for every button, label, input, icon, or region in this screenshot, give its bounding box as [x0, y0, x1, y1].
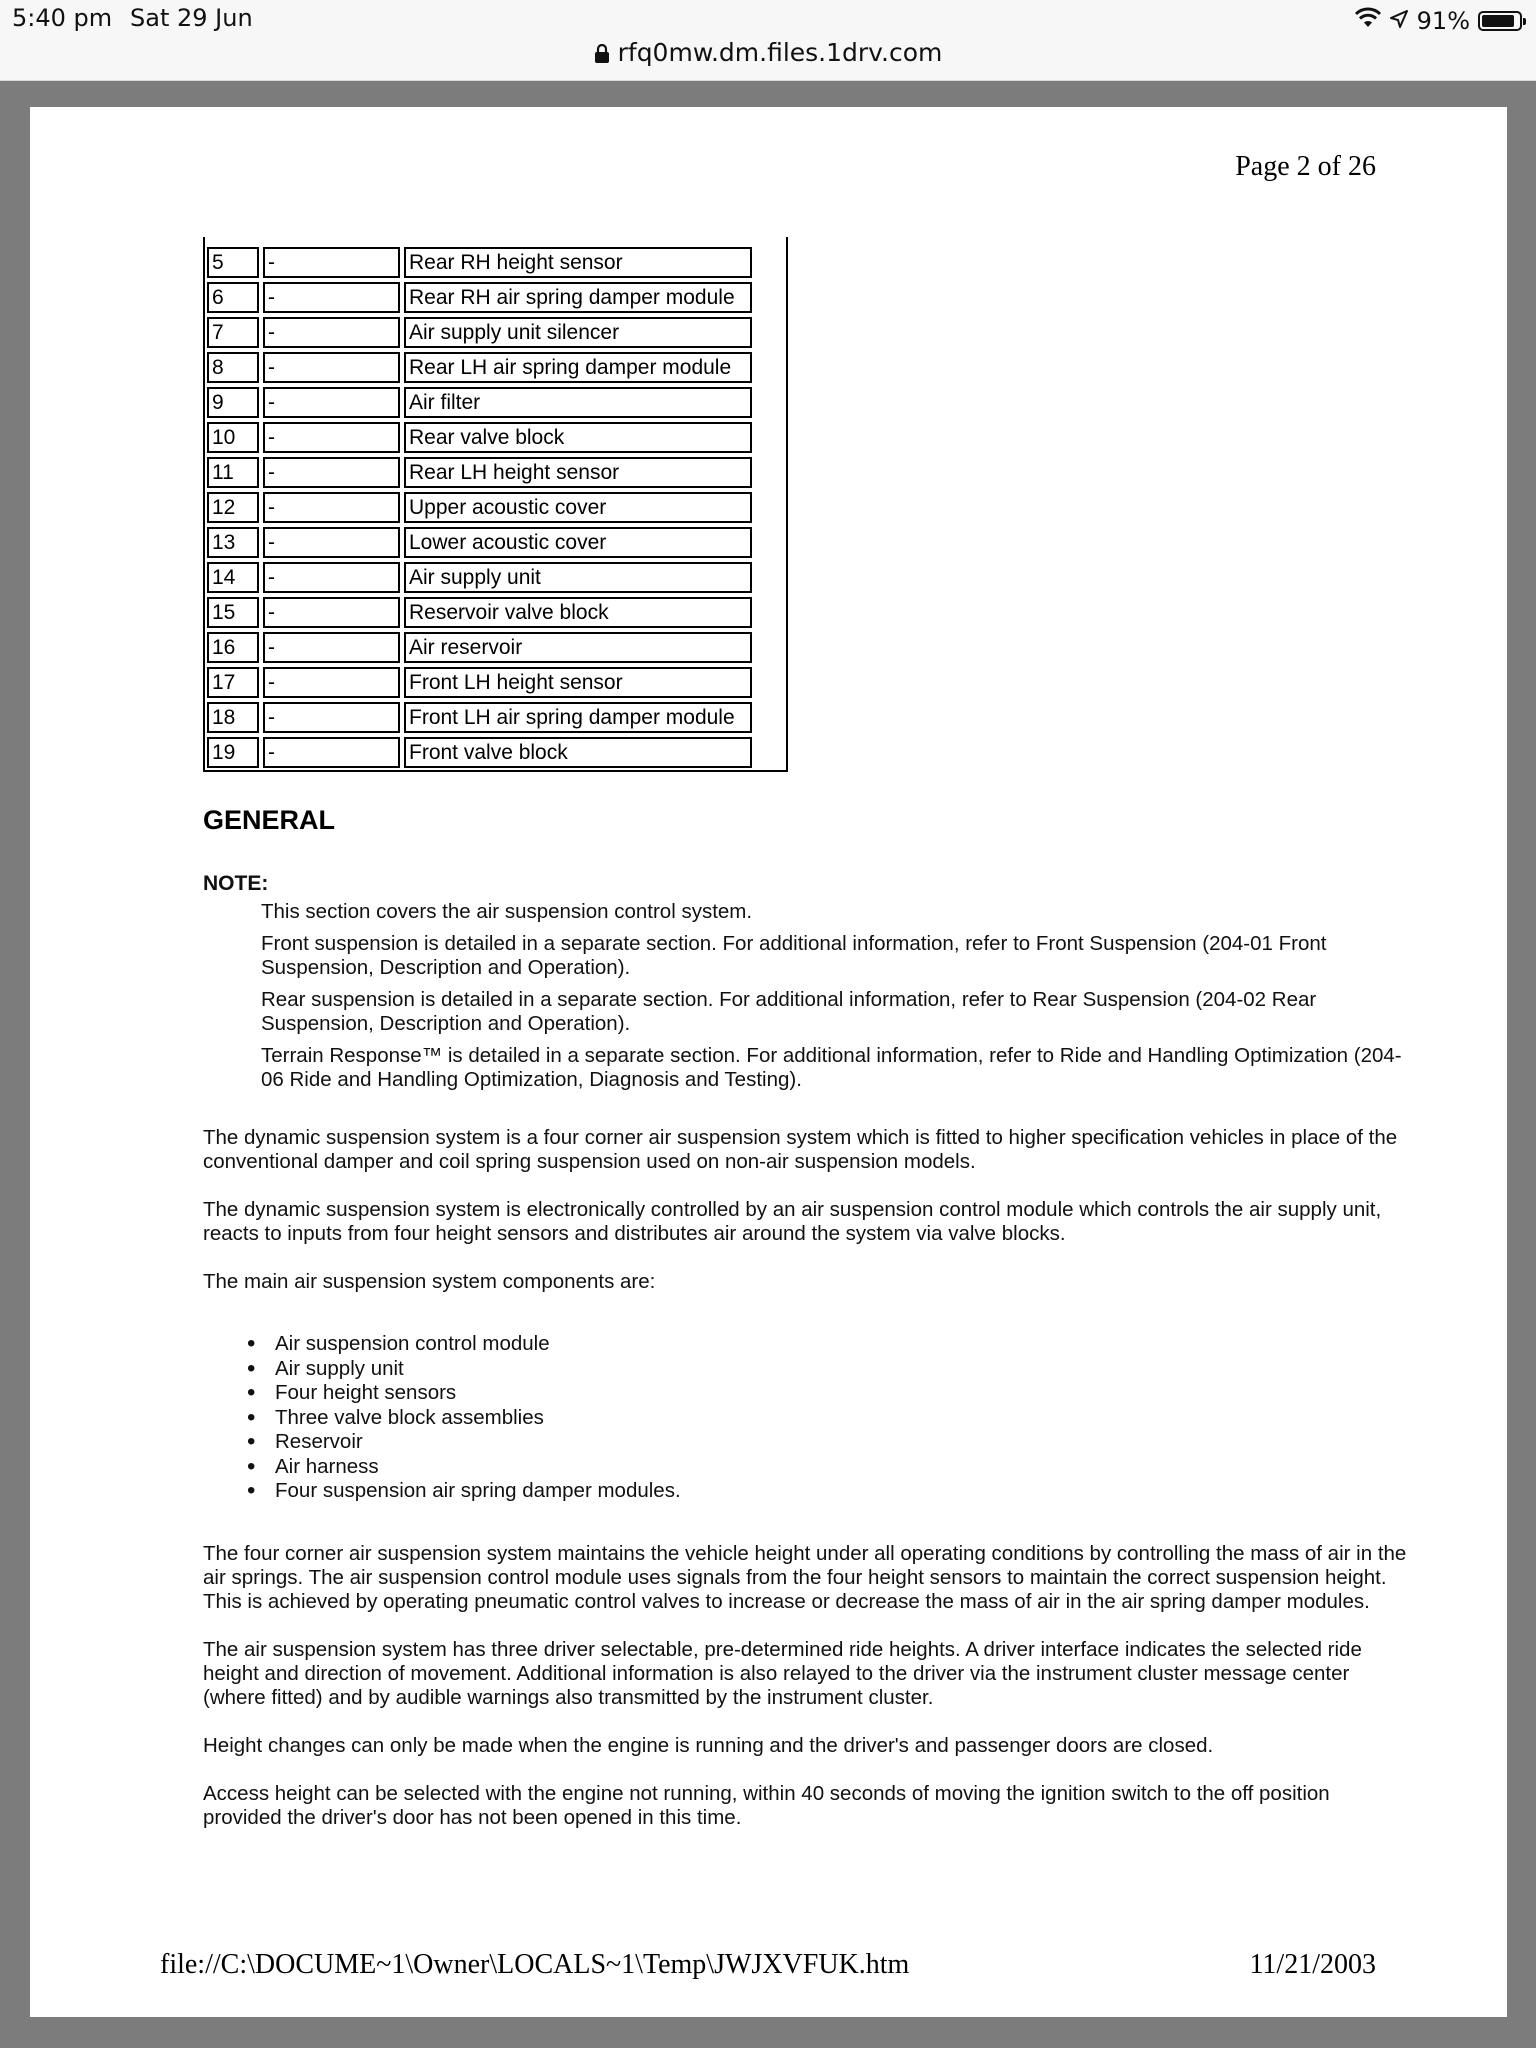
paragraph: The dynamic suspension system is a four corner air suspension system which is fitted to higher specification vehicles in place of the conventional damper and coil spring suspension used on non-air suspension models. [203, 1126, 1398, 1173]
list-item: • Air suspension control module [275, 1332, 1413, 1357]
list-item: • Three valve block assemblies [275, 1406, 1413, 1431]
part-description-cell: Rear valve block [404, 422, 752, 453]
part-description-cell: Air filter [404, 387, 752, 418]
section-heading: GENERAL [203, 805, 336, 835]
table-row [207, 317, 784, 348]
part-description-cell: Rear RH height sensor [404, 247, 752, 278]
status-indicators [1355, 4, 1522, 38]
table-row [207, 247, 784, 278]
part-description-cell: Air reservoir [404, 632, 752, 663]
part-number-cell: 8 [207, 352, 259, 383]
address-bar[interactable] [0, 38, 1536, 67]
part-dash-cell: - [263, 492, 400, 523]
part-number-cell: 10 [207, 422, 259, 453]
table-row [207, 492, 784, 523]
part-dash-cell: - [263, 527, 400, 558]
part-dash-cell: - [263, 702, 400, 733]
list-item: • Reservoir [275, 1430, 1413, 1455]
part-number-cell: 12 [207, 492, 259, 523]
url-text: rfq0mw.dm.files.1drv.com [617, 38, 943, 67]
components-list [203, 1332, 1413, 1504]
battery-percent: 91% [1416, 7, 1470, 35]
note-lines [261, 900, 1413, 1092]
location-arrow-icon [1389, 7, 1409, 35]
paragraph: Access height can be selected with the engine not running, within 40 seconds of moving the ignition switch to the off position provided the driver's door has not been opened in this time. [203, 1781, 1330, 1829]
table-row [207, 457, 784, 488]
document-page [30, 107, 1507, 2017]
part-description-cell: Air supply unit [404, 562, 752, 593]
part-number-cell: 14 [207, 562, 259, 593]
table-row [207, 632, 784, 663]
part-dash-cell: - [263, 737, 400, 768]
parts-table [203, 237, 788, 772]
table-row [207, 422, 784, 453]
paragraph: Height changes can only be made when the engine is running and the driver's and passenger doors are closed. [203, 1733, 1214, 1757]
status-date: Sat 29 Jun [130, 4, 253, 32]
table-row [207, 737, 784, 768]
lock-icon [594, 44, 610, 64]
part-dash-cell: - [263, 352, 400, 383]
list-item: • Air harness [275, 1455, 1413, 1480]
list-item: • Four suspension air spring damper modules. [275, 1479, 1413, 1504]
battery-icon [1478, 11, 1522, 31]
paragraph: The main air suspension system components are: [203, 1270, 656, 1293]
footer-file-path: file://C:\DOCUME~1\Owner\LOCALS~1\Temp\JWJXVFUK.htm [160, 1949, 910, 1980]
part-dash-cell: - [263, 667, 400, 698]
part-description-cell: Front valve block [404, 737, 752, 768]
part-number-cell: 16 [207, 632, 259, 663]
part-description-cell: Rear RH air spring damper module [404, 282, 752, 313]
table-row [207, 562, 784, 593]
part-number-cell: 13 [207, 527, 259, 558]
part-description-cell: Air supply unit silencer [404, 317, 752, 348]
part-number-cell: 7 [207, 317, 259, 348]
wifi-icon [1355, 7, 1381, 35]
part-description-cell: Rear LH air spring damper module [404, 352, 752, 383]
part-description-cell: Lower acoustic cover [404, 527, 752, 558]
part-dash-cell: - [263, 247, 400, 278]
part-number-cell: 11 [207, 457, 259, 488]
note-line: Terrain Response™ is detailed in a separate section. For additional information, refer to Ride and Handling Optimization (204-06 Ride and Handling Optimization, Diagnosis and Testing). [261, 1044, 1402, 1091]
part-dash-cell: - [263, 282, 400, 313]
part-number-cell: 5 [207, 247, 259, 278]
part-dash-cell: - [263, 422, 400, 453]
table-row [207, 352, 784, 383]
part-number-cell: 15 [207, 597, 259, 628]
table-row [207, 527, 784, 558]
part-dash-cell: - [263, 597, 400, 628]
table-row [207, 667, 784, 698]
table-row [207, 387, 784, 418]
status-time: 5:40 pm [12, 4, 113, 32]
part-description-cell: Rear LH height sensor [404, 457, 752, 488]
part-dash-cell: - [263, 387, 400, 418]
part-dash-cell: - [263, 632, 400, 663]
paragraph: The air suspension system has three driver selectable, pre-determined ride heights. A driver interface indicates the selected ride height and direction of movement. Additional information is also relayed to the driver via the instrument cluster message center (where fitted) and by audible warnings also transmitted by the instrument cluster. [203, 1637, 1362, 1709]
part-number-cell: 9 [207, 387, 259, 418]
part-description-cell: Front LH height sensor [404, 667, 752, 698]
paragraph: The dynamic suspension system is electronically controlled by an air suspension control module which controls the air supply unit, reacts to inputs from four height sensors and distributes air around the system via valve blocks. [203, 1198, 1382, 1245]
part-dash-cell: - [263, 317, 400, 348]
footer-date: 11/21/2003 [1249, 1949, 1376, 1980]
list-item: • Air supply unit [275, 1357, 1413, 1382]
note-line: Front suspension is detailed in a separate section. For additional information, refer to Front Suspension (204-01 Front Suspension, Description and Operation). [261, 932, 1327, 979]
list-item: • Four height sensors [275, 1381, 1413, 1406]
part-number-cell: 17 [207, 667, 259, 698]
part-number-cell: 6 [207, 282, 259, 313]
note-label: NOTE: [203, 872, 269, 895]
status-bar [0, 0, 1536, 81]
paragraph: The four corner air suspension system maintains the vehicle height under all operating conditions by controlling the mass of air in the air springs. The air suspension control module uses signals from the four height sensors to maintain the correct suspension height. This is achieved by operating pneumatic control valves to increase or decrease the mass of air in the air spring damper modules. [203, 1541, 1407, 1613]
page-number: Page 2 of 26 [1235, 151, 1376, 182]
note-line: Rear suspension is detailed in a separate section. For additional information, refer to Rear Suspension (204-02 Rear Suspension, Description and Operation). [261, 988, 1317, 1035]
part-description-cell: Reservoir valve block [404, 597, 752, 628]
part-number-cell: 19 [207, 737, 259, 768]
part-description-cell: Front LH air spring damper module [404, 702, 752, 733]
table-row [207, 597, 784, 628]
part-description-cell: Upper acoustic cover [404, 492, 752, 523]
table-row [207, 702, 784, 733]
part-dash-cell: - [263, 457, 400, 488]
document-body [203, 872, 1413, 1830]
note-line: This section covers the air suspension control system. [261, 900, 753, 923]
table-row [207, 282, 784, 313]
part-dash-cell: - [263, 562, 400, 593]
part-number-cell: 18 [207, 702, 259, 733]
